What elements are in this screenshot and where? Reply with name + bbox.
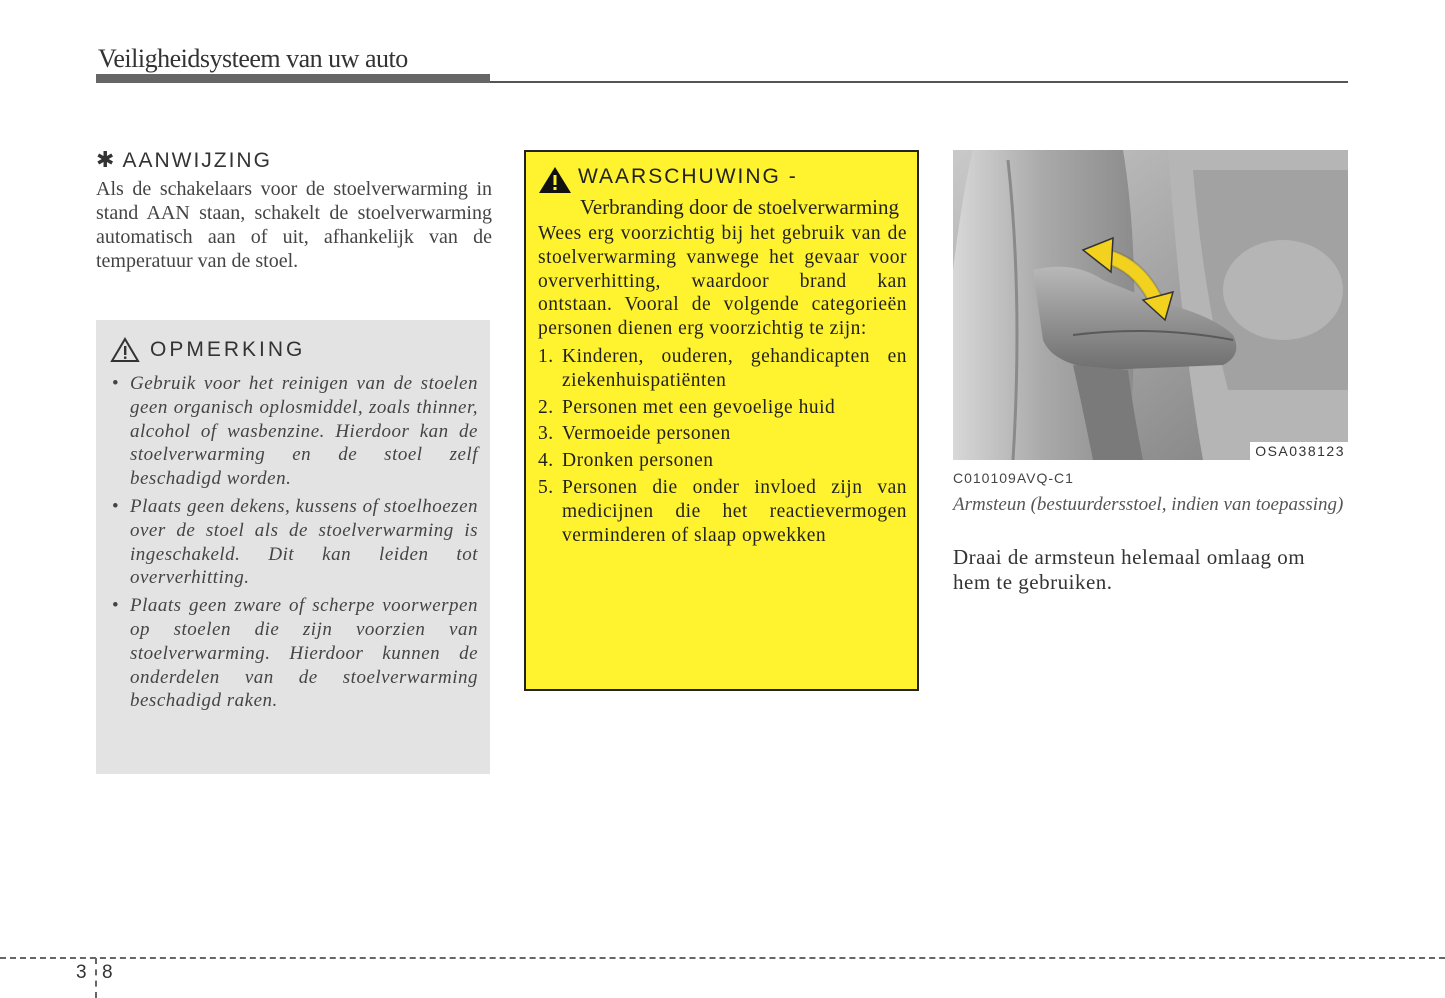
- list-item: • Plaats geen dekens, kussens of stoelhoezen over de stoel als de stoelverwarming is ingeschakeld. Dit kan leiden tot oververhitting.: [110, 495, 478, 590]
- asterisk-icon: ✱: [96, 147, 117, 172]
- note-body: Als de schakelaars voor de stoelverwarming in stand AAN staan, schakelt de stoelverwarming automatisch aan of uit, afhankelijk van de temperatuur van de stoel.: [96, 178, 492, 272]
- figure-instruction: Draai de armsteun helemaal omlaag om hem te gebruiken.: [953, 545, 1306, 594]
- list-item-text: Dronken personen: [562, 450, 714, 472]
- page-number: 8: [102, 962, 113, 983]
- list-item-text: Vermoeide personen: [562, 423, 731, 445]
- remark-box: [96, 320, 490, 774]
- list-item: [538, 345, 907, 393]
- page-header-title: Veiligheidsysteem van uw auto: [98, 44, 408, 73]
- armrest-photo: [953, 150, 1348, 460]
- armrest-illustration: [953, 150, 1348, 460]
- remark-list: [110, 372, 478, 713]
- photo-code: OSA038123: [1250, 442, 1348, 460]
- footer-divider-line: [0, 957, 1445, 959]
- warning-subtitle: Verbranding door de stoelverwarming: [580, 195, 899, 219]
- list-item-number: 1.: [538, 345, 554, 367]
- header-rule: [490, 81, 1348, 83]
- footer-page-divider: [95, 958, 97, 998]
- warning-triangle-icon: [538, 166, 572, 194]
- note-section: [96, 146, 492, 273]
- remark-heading: [110, 330, 478, 370]
- list-item: [538, 449, 907, 473]
- list-item-text: Kinderen, ouderen, gehandicapten en ziekenhuispatiënten: [562, 345, 907, 391]
- list-item: [538, 396, 907, 420]
- figure-caption: Armsteun (bestuurdersstoel, indien van toepassing): [953, 494, 1344, 515]
- note-heading: [96, 146, 492, 175]
- warning-title: WAARSCHUWING -: [578, 165, 798, 188]
- list-item-text: Personen die onder invloed zijn van medicijnen die het reactievermogen verminderen of slaap opwekken: [562, 476, 907, 546]
- list-item-number: 4.: [538, 450, 554, 472]
- list-item: [538, 476, 907, 547]
- page-chapter: 3: [76, 962, 87, 983]
- header-bar: [96, 74, 490, 83]
- list-item-text: Personen met een gevoelige huid: [562, 396, 836, 418]
- list-item-number: 5.: [538, 476, 554, 498]
- note-heading-text: AANWIJZING: [122, 149, 272, 172]
- warning-heading: [538, 164, 907, 194]
- remark-heading-text: OPMERKING: [150, 338, 306, 361]
- warning-list: [538, 345, 907, 547]
- caution-triangle-icon: [110, 337, 140, 363]
- list-item: • Plaats geen zware of scherpe voorwerpen op stoelen die zijn voorzien van stoelverwarming. Hierdoor kunnen de onderdelen van de stoelverwarming beschadigd raken.: [110, 594, 478, 713]
- list-item-number: 3.: [538, 423, 554, 445]
- warning-body: Wees erg voorzichtig bij het gebruik van de stoelverwarming vanwege het gevaar voor oververhitting, waardoor brand kan ontstaan. Vooral de volgende categorieën personen dienen erg voorzichtig te zijn:: [538, 223, 907, 340]
- list-item: [538, 422, 907, 446]
- warning-box: [524, 150, 919, 691]
- figure-code: C010109AVQ-C1: [953, 470, 1074, 486]
- list-item: • Gebruik voor het reinigen van de stoelen geen organisch oplosmiddel, zoals thinner, alcohol of wasbenzine. Hierdoor kan de stoelverwarming en de stoel zelf beschadigd worden.: [110, 372, 478, 491]
- list-item-number: 2.: [538, 396, 554, 418]
